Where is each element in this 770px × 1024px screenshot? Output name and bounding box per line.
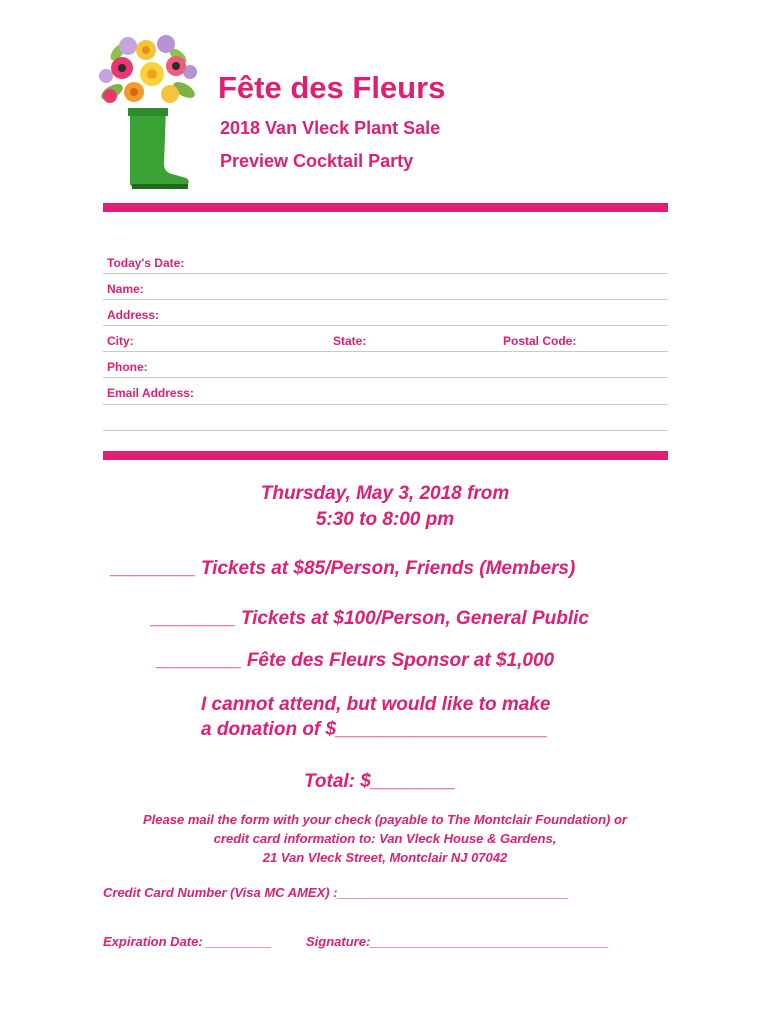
divider-bar (103, 203, 668, 212)
city-label: City: (107, 334, 134, 348)
flower-boot-icon (98, 32, 198, 190)
mail-instructions-2: credit card information to: Van Vleck House & Gardens, (213, 831, 557, 846)
city-state-zip-field[interactable] (103, 351, 668, 352)
address-field[interactable] (103, 325, 668, 326)
state-label: State: (333, 334, 367, 348)
mail-instructions-1: Please mail the form with your check (payable to The Montclair Foundation) or (143, 812, 627, 827)
address-label: Address: (107, 308, 160, 322)
phone-field[interactable] (103, 377, 668, 378)
todays-date-label: Today's Date: (107, 256, 185, 270)
credit-card-line: Credit Card Number (Visa MC AMEX) :________________________________ (103, 885, 569, 900)
donation-line-1: I cannot attend, but would like to make (201, 694, 551, 715)
divider-bar (103, 451, 668, 460)
mail-address: 21 Van Vleck Street, Montclair NJ 07042 (262, 850, 508, 865)
event-subtitle: 2018 Van Vleck Plant Sale (220, 118, 441, 138)
blank-field[interactable] (103, 430, 668, 431)
event-subtitle-2: Preview Cocktail Party (220, 151, 414, 171)
page-title: Fête des Fleurs (218, 70, 446, 105)
event-date: Thursday, May 3, 2018 from (260, 483, 510, 504)
phone-label: Phone: (107, 360, 148, 374)
expiration-line: Expiration Date: _________ (103, 934, 272, 949)
postal-code-label: Postal Code: (503, 334, 577, 348)
ticket-members-line: ________ Tickets at $85/Person, Friends (Members) (111, 558, 576, 579)
signature-line: Signature:_________________________________ (306, 934, 609, 949)
event-time: 5:30 to 8:00 pm (315, 509, 455, 530)
name-label: Name: (107, 282, 144, 296)
name-field[interactable] (103, 299, 668, 300)
sponsor-line: ________ Fête des Fleurs Sponsor at $1,000 (157, 650, 555, 671)
email-field[interactable] (103, 404, 668, 405)
email-label: Email Address: (107, 386, 194, 400)
total-line: Total: $________ (304, 771, 456, 792)
todays-date-field[interactable] (103, 273, 668, 274)
ticket-public-line: ________ Tickets at $100/Person, General Public (151, 608, 589, 629)
donation-line-2: a donation of $____________________ (201, 719, 548, 740)
